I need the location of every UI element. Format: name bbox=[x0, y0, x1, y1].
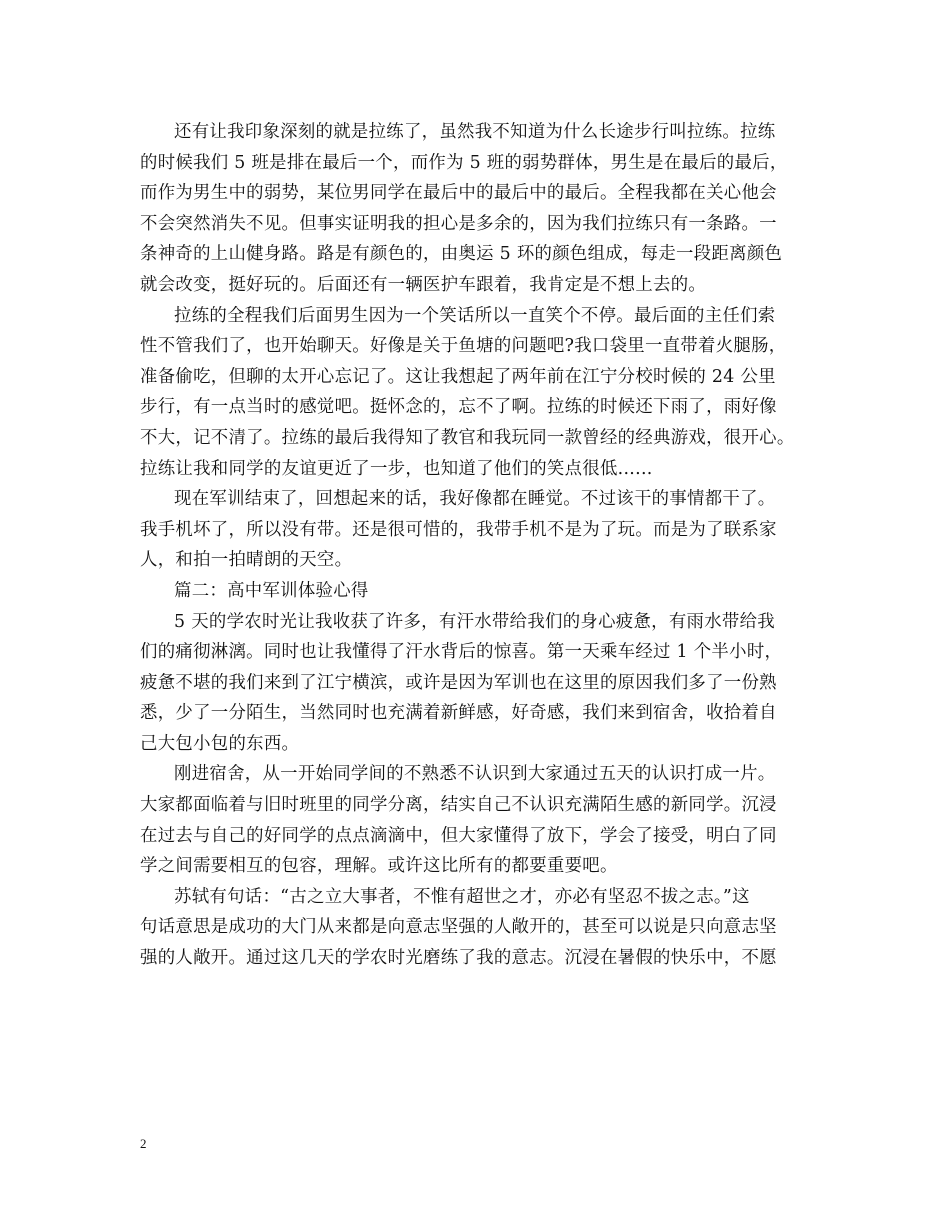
text-line: 人，和拍一拍晴朗的天空。 bbox=[140, 550, 353, 571]
text-line: 现在军训结束了，回想起来的话，我好像都在睡觉。不过该干的事情都干了。 bbox=[174, 489, 776, 510]
text-line: 疲惫不堪的我们来到了江宁横滨，或许是因为军训也在这里的原因我们多了一份熟 bbox=[140, 672, 777, 693]
text-line: 苏轼有句话：“古之立大事者，不惟有超世之才，亦必有坚忍不拔之志。”这 bbox=[174, 886, 750, 907]
text-line: 我手机坏了，所以没有带。还是很可惜的，我带手机不是为了玩。而是为了联系家 bbox=[140, 519, 777, 540]
text-line: 学之间需要相互的包容，理解。或许这比所有的都要重要吧。 bbox=[140, 856, 618, 877]
text-line: 悉，少了一分陌生，当然同时也充满着新鲜感，好奇感，我们来到宿舍，收拾着自 bbox=[140, 703, 777, 724]
text-line: 拉练让我和同学的友谊更近了一步，也知道了他们的笑点很低...... bbox=[140, 458, 653, 479]
text-line: 己大包小包的东西。 bbox=[140, 733, 300, 754]
text-line: 的时候我们 5 班是排在最后一个，而作为 5 班的弱势群体，男生是在最后的最后， bbox=[140, 152, 788, 173]
text-line: 句话意思是成功的大门从来都是向意志坚强的人敞开的，甚至可以说是只向意志坚 bbox=[140, 917, 777, 938]
text-line: 步行，有一点当时的感觉吧。挺怀念的，忘不了啊。拉练的时候还下雨了，雨好像 bbox=[140, 397, 777, 418]
text-line: 就会改变，挺好玩的。后面还有一辆医护车跟着，我肯定是不想上去的。 bbox=[140, 274, 707, 295]
text-line: 们的痛彻淋漓。同时也让我懂得了汗水背后的惊喜。第一天乘车经过 1 个半小时， bbox=[140, 642, 783, 663]
text-line: 大家都面临着与旧时班里的同学分离，结实自己不认识充满陌生感的新同学。沉浸 bbox=[140, 795, 777, 816]
text-line: 强的人敞开。通过这几天的学农时光磨练了我的意志。沉浸在暑假的快乐中，不愿 bbox=[140, 948, 777, 969]
text-line: 不会突然消失不见。但事实证明我的担心是多余的，因为我们拉练只有一条路。一 bbox=[140, 213, 777, 234]
text-line: 在过去与自己的好同学的点点滴滴中，但大家懂得了放下，学会了接受，明白了同 bbox=[140, 825, 777, 846]
text-line: 5 天的学农时光让我收获了许多，有汗水带给我们的身心疲惫，有雨水带给我 bbox=[174, 611, 775, 632]
document-body bbox=[140, 117, 830, 974]
text-line: 刚进宿舍，从一开始同学间的不熟悉不认识到大家通过五天的认识打成一片。 bbox=[174, 764, 776, 785]
page-number: 2 bbox=[140, 1136, 147, 1151]
text-line: 拉练的全程我们后面男生因为一个笑话所以一直笑个不停。最后面的主任们索 bbox=[174, 305, 776, 326]
text-line: 性不管我们了，也开始聊天。好像是关于鱼塘的问题吧?我口袋里一直带着火腿肠， bbox=[140, 336, 787, 357]
text-line: 不大，记不清了。拉练的最后我得知了教官和我玩同一款曾经的经典游戏，很开心。 bbox=[140, 427, 795, 448]
text-line: 准备偷吃，但聊的太开心忘记了。这让我想起了两年前在江宁分校时候的 24 公里 bbox=[140, 366, 776, 387]
text-line: 而作为男生中的弱势，某位男同学在最后中的最后中的最后。全程我都在关心他会 bbox=[140, 183, 777, 204]
text-line: 还有让我印象深刻的就是拉练了，虽然我不知道为什么长途步行叫拉练。拉练 bbox=[174, 122, 776, 142]
text-line: 条神奇的上山健身路。路是有颜色的，由奥运 5 环的颜色组成，每走一段距离颜色 bbox=[140, 244, 783, 265]
section-heading: 篇二：高中军训体验心得 bbox=[174, 580, 369, 601]
